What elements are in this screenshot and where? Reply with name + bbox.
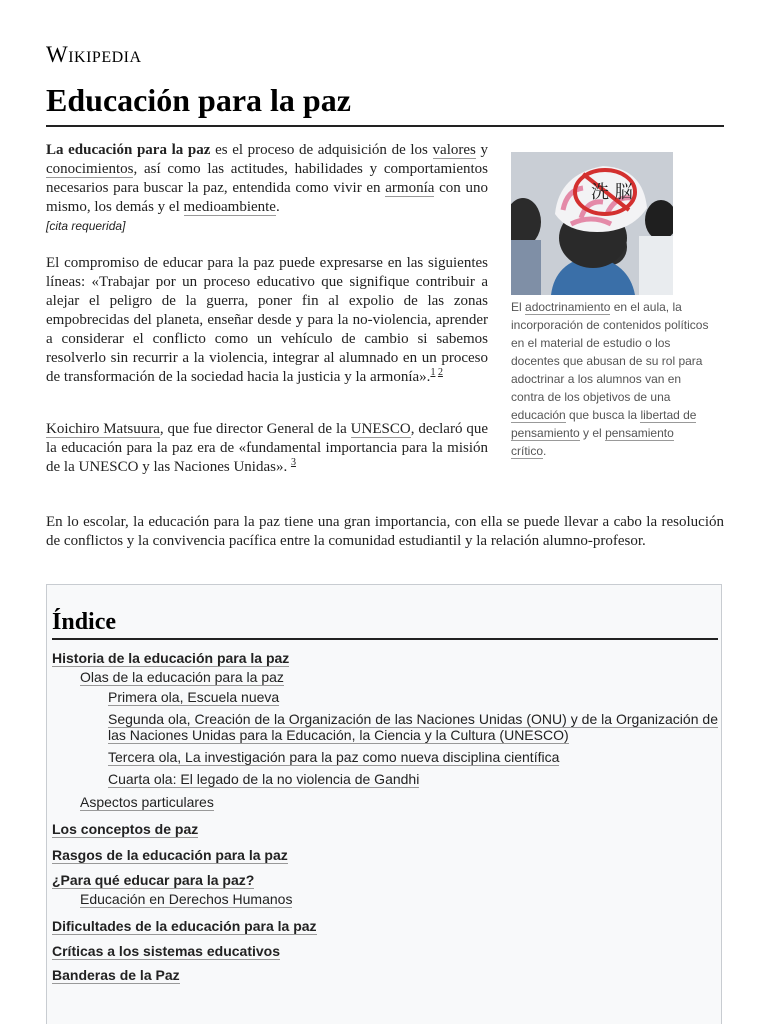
caption-text: y el [579, 426, 606, 440]
table-of-contents [46, 584, 722, 1024]
citation-needed[interactable]: [cita requerida] [46, 219, 126, 233]
link-armonia[interactable]: armonía [385, 180, 435, 196]
ref-1-link[interactable]: 1 [430, 367, 436, 378]
ref-2[interactable] [438, 367, 443, 378]
link-adoctrinamiento[interactable]: adoctrinamiento [525, 300, 611, 314]
toc-item-label: Banderas de la Paz [52, 967, 180, 983]
toc-item-label: Los conceptos de paz [52, 821, 199, 837]
link-unesco[interactable]: UNESCO [350, 421, 411, 437]
commitment-paragraph [46, 254, 488, 387]
link-libertad-de-pensamiento[interactable]: libertad de pensamiento [511, 408, 697, 440]
toc-item-label: Educación en Derechos Humanos [80, 891, 293, 907]
matsuura-paragraph [46, 420, 488, 477]
toc-item-dificultades[interactable] [52, 918, 317, 934]
link-valores[interactable]: valores [432, 142, 476, 158]
toc-item-derechos-humanos[interactable] [80, 891, 292, 907]
link-koichiro-matsuura[interactable]: Koichiro Matsuura [46, 421, 160, 437]
caption-text: El [511, 300, 526, 314]
intro-text: es el proceso de adquisición de los [210, 142, 433, 158]
caption-text: que busca la [565, 408, 641, 422]
toc-item-rasgos[interactable] [52, 847, 288, 863]
school-paragraph: En lo escolar, la educación para la paz tiene una gran importancia, con ella se puede llevar a cabo la resolución de conflictos y la convivencia pacífica entre la comunidad estudiantil y la relación alumno-profesor. [46, 514, 724, 549]
commitment-text: El compromiso de educar para la paz puede expresarse en las siguientes líneas: «Trabajar por un proceso educativo que signifique contribuir a alejar el peligro de la guerra, poner fin al expolio de las zonas empobrecidas del planeta, enseñar desde y para la no-violencia, aprender a considerar el conflicto como un vehículo de cambio si sabemos resolverlo sin recurrir a la violencia, integrar al alumnado en un proceso de transformación de la sociedad hacia la justicia y la armonía». [46, 255, 488, 385]
toc-item-olas[interactable] [80, 669, 284, 685]
link-medioambiente[interactable]: medioambiente [183, 199, 276, 215]
link-educacion[interactable]: educación [511, 408, 566, 422]
intro-text: . [275, 199, 280, 215]
intro-text: , así como las actitudes, habilidades y comportamientos necesarios para buscar la paz, entendida como vivir en [46, 161, 488, 196]
ref-2-link[interactable]: 2 [437, 367, 443, 378]
link-pensamiento-critico[interactable]: pensamiento crítico [511, 426, 674, 458]
toc-item-label: Rasgos de la educación para la paz [52, 847, 288, 863]
toc-item-cuarta-ola[interactable] [108, 771, 718, 787]
indoctrination-photo[interactable] [511, 152, 673, 295]
toc-item-primera-ola[interactable] [108, 689, 718, 705]
toc-item-segunda-ola[interactable] [108, 711, 718, 743]
caption-text: . [543, 444, 547, 458]
toc-item-label: Historia de la educación para la paz [52, 650, 290, 666]
toc-item-label: Segunda ola, Creación de la Organización de las Naciones Unidas (ONU) y de la Organización de las Naciones Unidas para la Educación, la Ciencia y la Cultura (UNESCO) [108, 711, 718, 743]
toc-item-banderas[interactable] [52, 967, 180, 983]
toc-item-conceptos[interactable] [52, 821, 198, 837]
link-conocimientos[interactable]: conocimientos [46, 161, 134, 177]
wikipedia-logo[interactable] [46, 42, 142, 68]
toc-item-label: Aspectos particulares [80, 794, 214, 810]
toc-item-label: Críticas a los sistemas educativos [52, 943, 280, 959]
toc-item-label: Primera ola, Escuela nueva [108, 689, 280, 705]
matsuura-text: , que fue director General de la [159, 421, 351, 437]
toc-item-tercera-ola[interactable] [108, 749, 718, 765]
toc-title: Índice [52, 609, 718, 640]
photo-illustration [511, 152, 673, 295]
page-title: Educación para la paz [46, 82, 724, 127]
toc-item-label: ¿Para qué educar para la paz? [52, 872, 255, 888]
intro-bold-term: La educación para la paz [46, 142, 211, 158]
intro-paragraph [46, 141, 488, 236]
intro-text: con uno mismo, los demás y el [46, 180, 488, 215]
toc-item-historia[interactable] [52, 650, 289, 666]
toc-item-aspectos[interactable] [80, 794, 214, 810]
matsuura-text: , declaró que la educación para la paz era de «fundamental importancia para la misión de la UNESCO y las Naciones Unidas». [46, 421, 488, 475]
intro-text: y [475, 142, 489, 158]
photo-sign-text: 洗 脳 [591, 182, 633, 203]
toc-item-criticas[interactable] [52, 943, 280, 959]
logo-text: Wikipedia [46, 42, 142, 67]
toc-item-label: Cuarta ola: El legado de la no violencia de Gandhi [108, 771, 420, 787]
ref-3[interactable] [291, 457, 296, 468]
toc-item-label: Dificultades de la educación para la paz [52, 918, 317, 934]
toc-item-para-que[interactable] [52, 872, 254, 888]
figure [511, 152, 711, 460]
citation-needed-label: cita requerida [49, 219, 123, 233]
figure-caption [511, 298, 709, 460]
ref-3-link[interactable]: 3 [290, 457, 296, 468]
toc-item-label: Olas de la educación para la paz [80, 669, 284, 685]
toc-item-label: Tercera ola, La investigación para la paz como nueva disciplina científica [108, 749, 560, 765]
caption-text: en el aula, la incorporación de contenidos políticos en el material de estudio o los docentes que abusan de su rol para adoctrinar a los alumnos van en contra de los objetivos de una [511, 300, 709, 404]
